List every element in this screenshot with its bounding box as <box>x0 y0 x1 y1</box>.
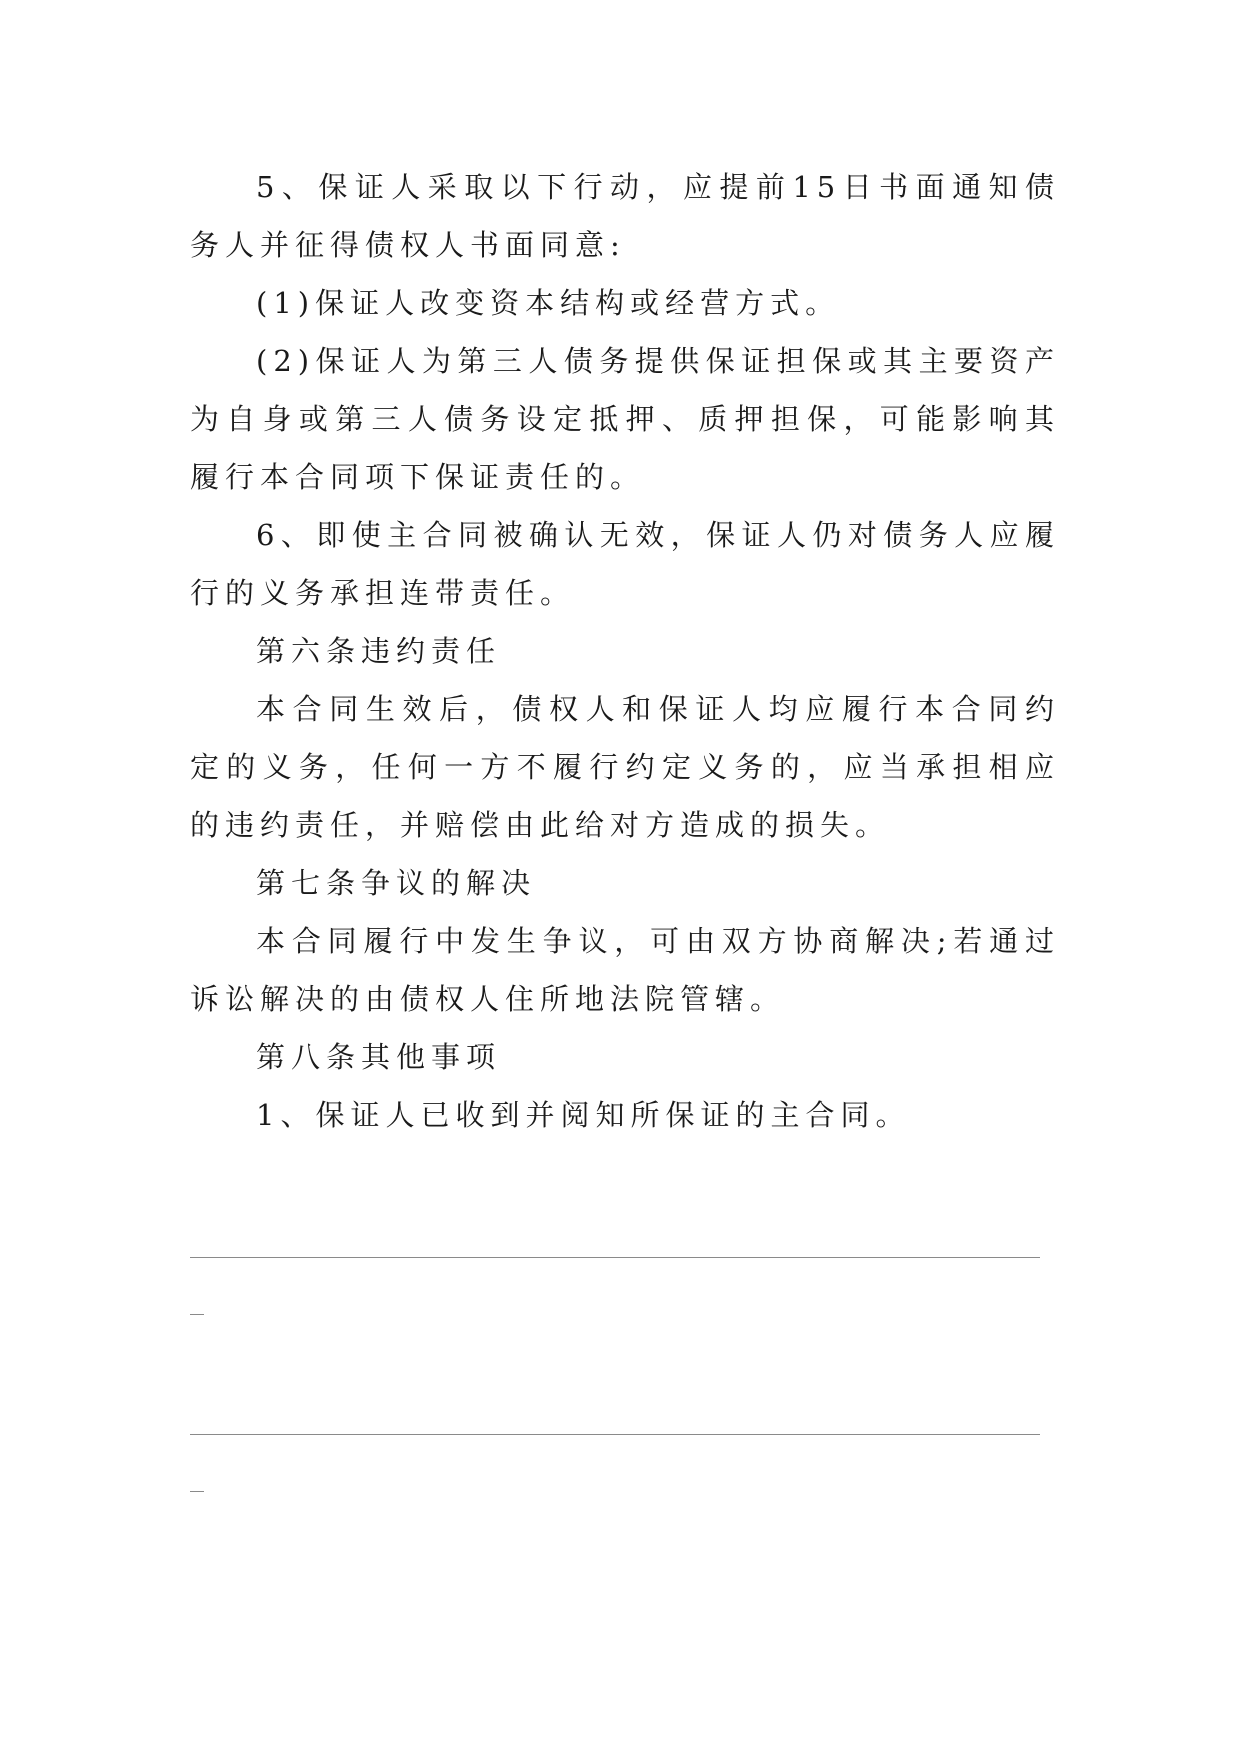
separator-tail <box>190 1491 204 1492</box>
section-heading-article-7: 第七条争议的解决 <box>256 866 537 900</box>
paragraph-clause-5: 5、保证人采取以下行动，应提前15日书面通知债务人并征得债权人书面同意: <box>190 170 1060 262</box>
paragraph-clause-5-item-1: (1)保证人改变资本结构或经营方式。 <box>256 286 841 320</box>
paragraph-clause-6: 6、即使主合同被确认无效，保证人仍对债务人应履行的义务承担连带责任。 <box>190 518 1060 610</box>
paragraph-article-8-item-1: 1、保证人已收到并阅知所保证的主合同。 <box>256 1098 911 1132</box>
paragraph-article-7-body: 本合同履行中发生争议，可由双方协商解决;若通过诉讼解决的由债权人住所地法院管辖。 <box>190 924 1060 1016</box>
section-heading-article-8: 第八条其他事项 <box>256 1040 502 1074</box>
separator-rule-2 <box>190 1434 1040 1492</box>
paragraph-clause-5-item-2: (2)保证人为第三人债务提供保证担保或其主要资产为自身或第三人债务设定抵押、质押担保，可能影响其履行本合同项下保证责任的。 <box>190 344 1060 494</box>
separator-line <box>190 1257 1040 1258</box>
separator-tail <box>190 1314 204 1315</box>
section-heading-article-6: 第六条违约责任 <box>256 634 502 668</box>
document-body <box>190 158 1060 1144</box>
paragraph-article-6-body: 本合同生效后，债权人和保证人均应履行本合同约定的义务，任何一方不履行约定义务的，应当承担相应的违约责任，并赔偿由此给对方造成的损失。 <box>190 692 1060 842</box>
separator-rule-1 <box>190 1257 1040 1315</box>
separator-line <box>190 1434 1040 1435</box>
